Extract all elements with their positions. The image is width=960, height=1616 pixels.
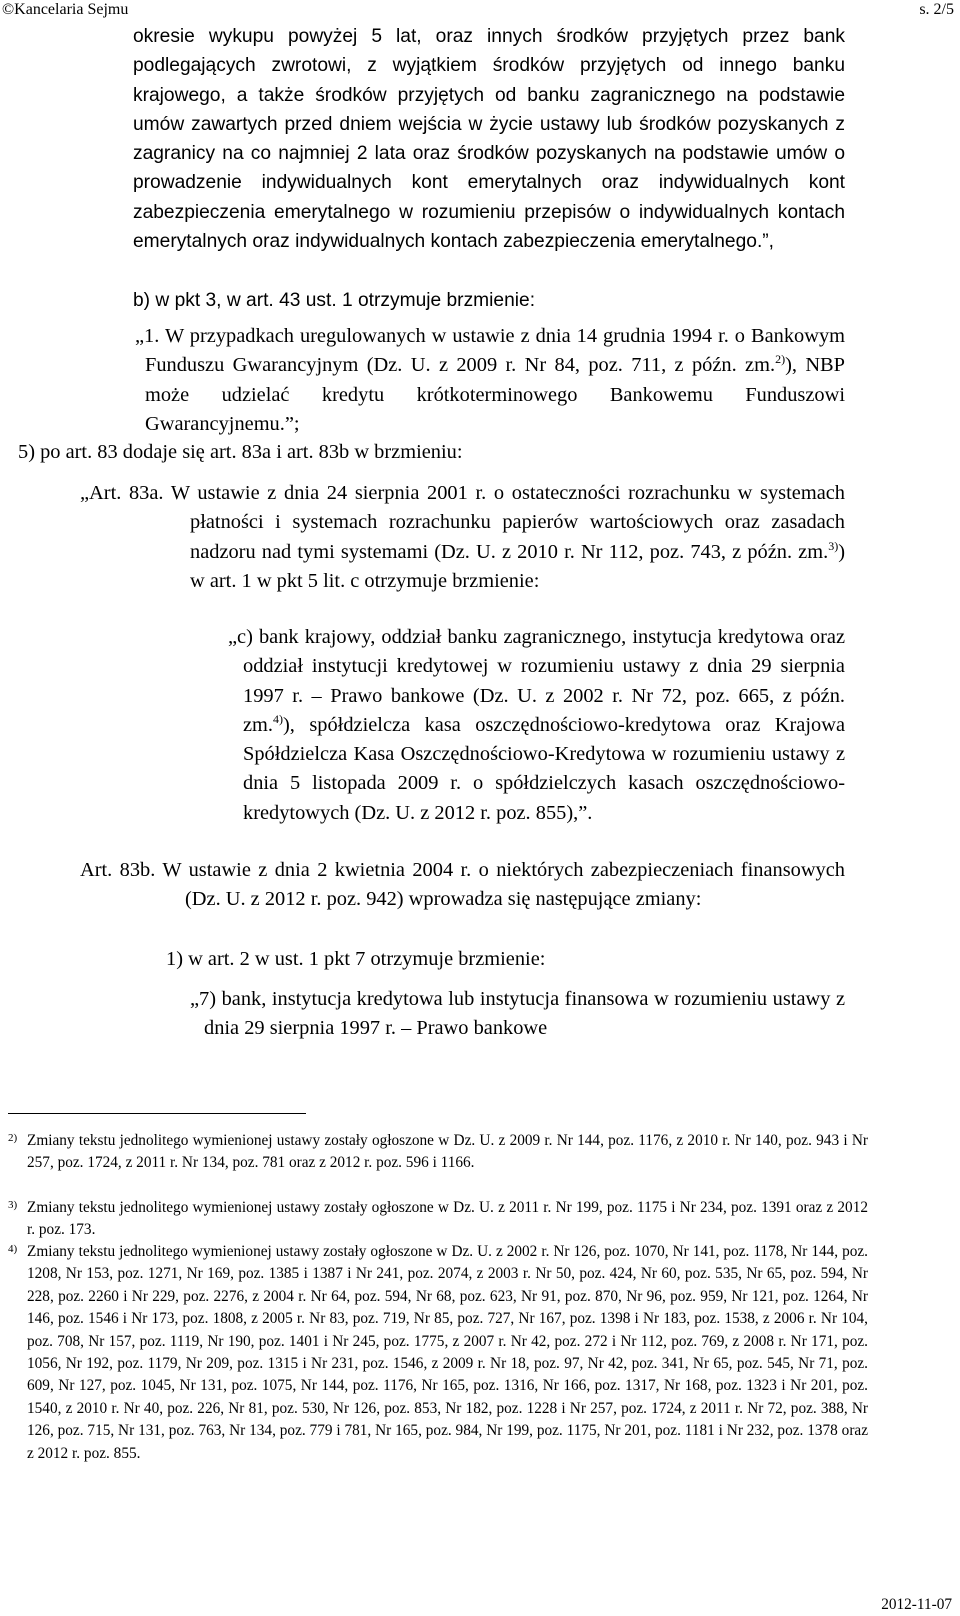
page-number: s. 2/5 — [919, 1, 954, 18]
quote-art43 — [133, 322, 845, 439]
article-83b-text: Art. 83b. W ustawie z dnia 2 kwietnia 2004 r. o niektórych zabezpieczeniach finansowych (Dz. U. z 2012 r. poz. 942) wprowadza się następujące zmiany: — [80, 859, 845, 911]
footnote-marker: 2) — [8, 1132, 18, 1144]
footnote-4 — [8, 1241, 868, 1465]
article-83a-text: „Art. 83a. W ustawie z dnia 24 sierpnia 2001 r. o ostateczności rozrachunku w systemach płatności i systemach rozrachunku papierów wartościowych oraz zasadach nadzoru nad tymi systemami (Dz. U. z 2010 r. Nr 112, poz. 743, z późn. zm.$^{3)}$) w art. 1 w pkt 5 lit. c otrzymuje brzmienie: — [80, 482, 845, 592]
footnote-3 — [8, 1197, 868, 1242]
footnote-ref-3: 3) — [828, 538, 839, 553]
footnote-ref-4: 4) — [273, 712, 284, 727]
point-b-text: b) w pkt 3, w art. 43 ust. 1 otrzymuje brzmienie: — [133, 290, 536, 311]
footnote-text: Zmiany tekstu jednolitego wymienionej ustawy zostały ogłoszone w Dz. U. z 2009 r. Nr 144, poz. 1176, z 2010 r. Nr 140, poz. 943 i Nr 257, poz. 1724, z 2011 r. Nr 134, poz. 781 oraz z 2012 r. poz. 596 i 1166. — [27, 1132, 868, 1172]
footnote-ref-2: 2) — [775, 352, 786, 367]
footnote-text: Zmiany tekstu jednolitego wymienionej ustawy zostały ogłoszone w Dz. U. z 2002 r. Nr 126, poz. 1070, Nr 141, poz. 1178, Nr 144, poz. 1208, Nr 153, poz. 1271, Nr 169, poz. 1385 i 1387 i Nr 241, poz. 2074, z 2003 r. Nr 50, poz. 424, Nr 60, poz. 535, Nr 65, poz. 594, Nr 228, poz. 2260 i Nr 229, poz. 2276, z 2004 r. Nr 64, poz. 594, Nr 68, poz. 623, Nr 91, poz. 870, Nr 96, poz. 959, Nr 121, poz. 1264, Nr 146, poz. 1546 i Nr 173, poz. 1808, z 2005 r. Nr 83, poz. 719, Nr 85, poz. 727, Nr 167, poz. 1398 i Nr 183, poz. 1538, z 2006 r. Nr 104, poz. 708, Nr 157, poz. 1119, Nr 190, poz. 1401 i Nr 245, poz. 1775, z 2007 r. Nr 42, poz. 272 i Nr 112, poz. 769, z 2008 r. Nr 171, poz. 1056, Nr 192, poz. 1179, Nr 209, poz. 1315 i Nr 231, poz. 1546, z 2009 r. Nr 18, poz. 97, Nr 42, poz. 341, Nr 65, poz. 545, Nr 71, poz. 609, Nr 127, poz. 1045, Nr 131, poz. 1075, Nr 144, poz. 1176, Nr 165, poz. 1316, Nr 166, poz. 1317, Nr 168, poz. 1323 i Nr 201, poz. 1540, z 2010 r. Nr 40, poz. 226, Nr 81, poz. 530, Nr 126, poz. 853, Nr 182, poz. 1228 i Nr 257, poz. 1724, z 2011 r. Nr 72, poz. 388, Nr 126, poz. 715, Nr 131, poz. 763, Nr 134, poz. 779 i 781, Nr 165, poz. 984, Nr 199, poz. 1175, Nr 201, poz. 1181 i Nr 232, poz. 1378 oraz z 2012 r. poz. 855. — [27, 1243, 868, 1462]
article-83b — [80, 856, 845, 915]
footnote-2 — [8, 1130, 868, 1175]
footnote-marker: 4) — [8, 1243, 18, 1255]
intro-text: okresie wykupu powyżej 5 lat, oraz innych środków przyjętych przez bank podlegających zwrotowi, z wyjątkiem środków przyjętych od innego banku krajowego, a także środków przyjętych od banku zagranicznego na podstawie umów zawartych przed dniem wejścia w życie ustawy lub środków pozyskanych z zagranicy na co najmniej 2 lata oraz środków pozyskanych na podstawie umów o prowadzenie indywidualnych kont emerytalnych oraz indywidualnych kont zabezpieczenia emerytalnego w rozumieniu przepisów o indywidualnych kontach emerytalnych oraz indywidualnych kontach zabezpieczenia emerytalnego.”, — [133, 26, 845, 253]
document-date: 2012-11-07 — [881, 1596, 952, 1613]
footnote-marker: 3) — [8, 1199, 18, 1211]
quote-art43-text: „1. W przypadkach uregulowanych w ustawie z dnia 14 grudnia 1994 r. o Bankowym Funduszu Gwarancyjnym (Dz. U. z 2009 r. Nr 84, poz. 711, z późn. zm.$^{2)}$), NBP może udzielać kredytu krótkoterminowego Bankowemu Funduszowi Gwarancyjnemu.”; — [135, 325, 845, 435]
quote-letter-c — [228, 623, 845, 828]
article-83a — [80, 479, 845, 596]
intro-paragraph — [133, 22, 845, 256]
quote-letter-c-text: „c) bank krajowy, oddział banku zagranicznego, instytucja kredytowa oraz oddział instytucji kredytowej w rozumieniu ustawy z dnia 29 sierpnia 1997 r. – Prawo bankowe (Dz. U. z 2002 r. Nr 72, poz. 665, z późn. zm.$^{4)}$), spółdzielcza kasa oszczędnościowo-kredytowa oraz Krajowa Spółdzielcza Kasa Oszczędnościowo-Kredytowa w rozumieniu ustawy z dnia 5 listopada 2009 r. o spółdzielczych kasach oszczędnościowo-kredytowych (Dz. U. z 2012 r. poz. 855),”. — [228, 626, 845, 824]
quote-point-7-text: „7) bank, instytucja kredytowa lub instytucja finansowa w rozumieniu ustawy z dnia 29 sierpnia 1997 r. – Prawo bankowe — [190, 988, 845, 1040]
item-5 — [18, 438, 845, 467]
point-b — [133, 286, 845, 315]
art83b-item-1 — [166, 945, 845, 974]
source-header: ©Kancelaria Sejmu — [2, 1, 129, 18]
quote-point-7 — [190, 985, 845, 1044]
footnote-divider — [8, 1113, 306, 1114]
footnote-text: Zmiany tekstu jednolitego wymienionej ustawy zostały ogłoszone w Dz. U. z 2011 r. Nr 199, poz. 1175 i Nr 234, poz. 1391 oraz z 2012 r. poz. 173. — [27, 1199, 868, 1239]
item-5-text: 5) po art. 83 dodaje się art. 83a i art. 83b w brzmieniu: — [18, 441, 463, 463]
art83b-item-1-text: 1) w art. 2 w ust. 1 pkt 7 otrzymuje brzmienie: — [166, 948, 546, 970]
